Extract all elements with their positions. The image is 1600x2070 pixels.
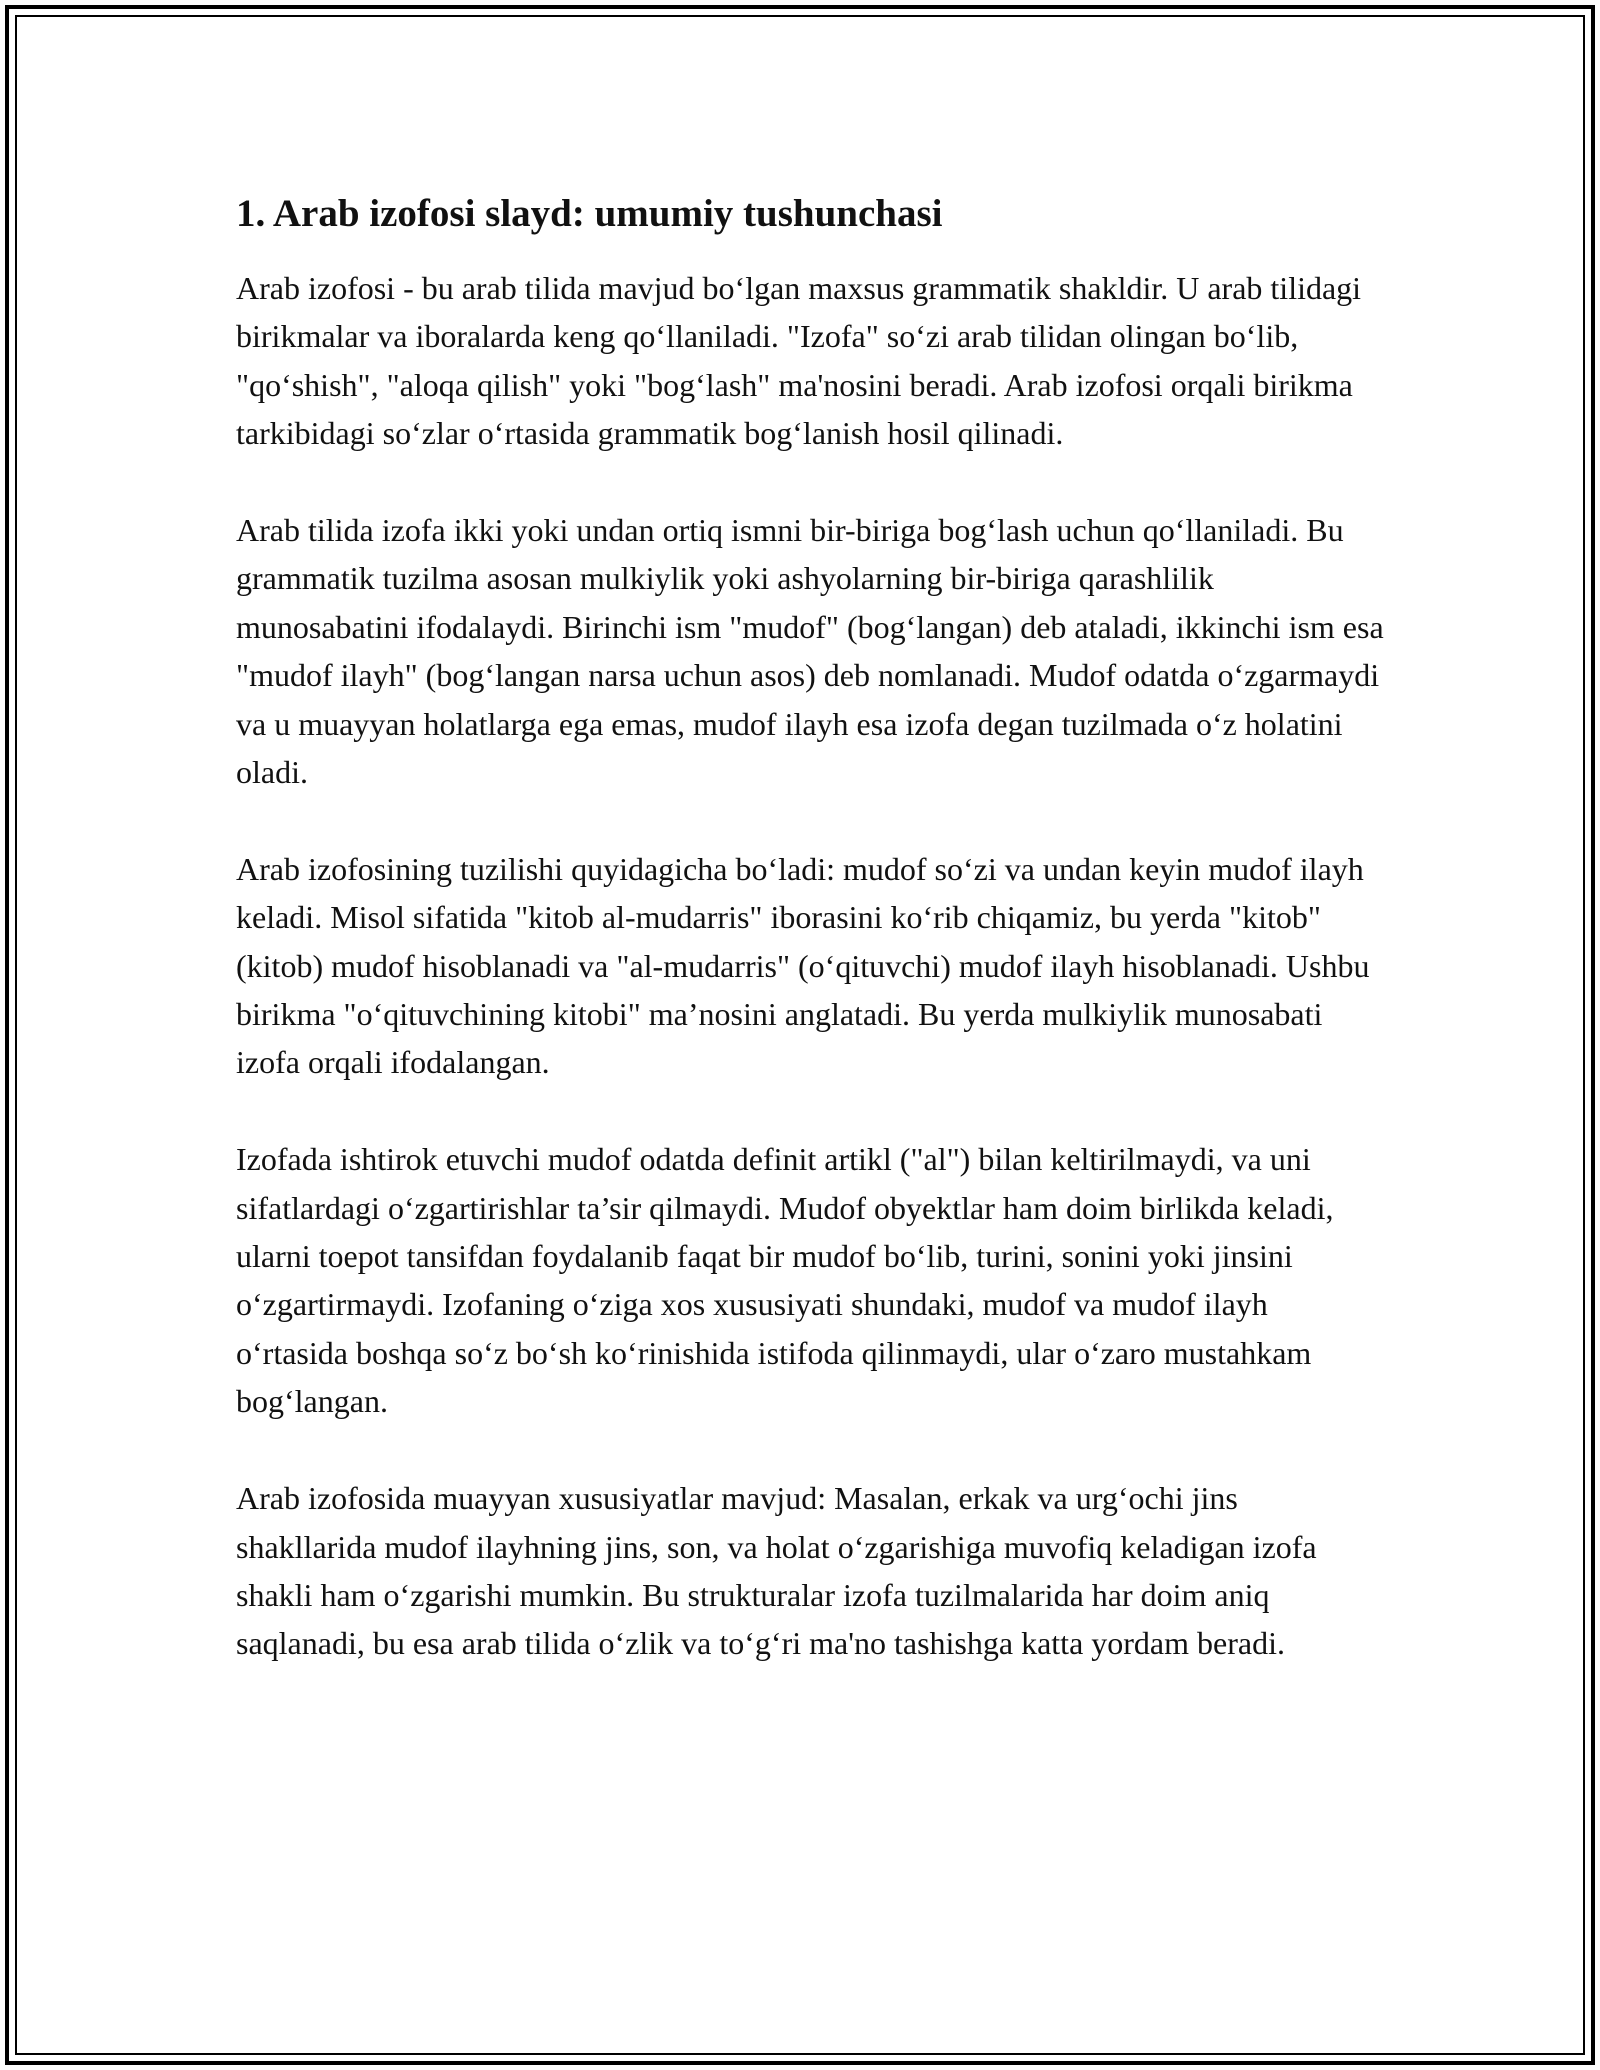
section-heading: 1. Arab izofosi slayd: umumiy tushunchasi <box>236 192 943 235</box>
paragraph-usage: Arab tilida izofa ikki yoki undan ortiq ismni bir-biriga bog‘lash uchun qo‘llaniladi. Bu grammatik tuzilma asosan mulkiylik yoki ashyolarning bir-biriga qarashlilik munosabatini ifodalaydi. Birinchi ism "mudof" (bog‘langan) deb ataladi, ikkinchi ism esa "mudof ilayh" (bog‘langan narsa uchun asos) deb nomlanadi. Mudof odatda o‘zgarmaydi va u muayyan holatlarga ega emas, mudof ilayh esa izofa degan tuzilmada o‘z holatini oladi. <box>236 512 1384 791</box>
paragraph-mudof-rules: Izofada ishtirok etuvchi mudof odatda definit artikl ("al") bilan keltirilmaydi, va uni sifatlardagi o‘zgartirishlar ta’sir qilmaydi. Mudof obyektlar ham doim birlikda keladi, ularni toepot tansifdan foydalanib faqat bir mudof bo‘lib, turini, sonini yoki jinsini o‘zgartirmaydi. Izofaning o‘ziga xos xususiyati shundaki, mudof va mudof ilayh o‘rtasida boshqa so‘z bo‘sh ko‘rinishida istifoda qilinmaydi, ular o‘zaro mustahkam bog‘langan. <box>236 1141 1334 1420</box>
paragraph-features: Arab izofosida muayyan xususiyatlar mavjud: Masalan, erkak va urg‘ochi jins shakllarida mudof ilayhning jins, son, va holat o‘zgarishiga muvofiq keladigan izofa shakli ham o‘zgarishi mumkin. Bu strukturalar izofa tuzilmalarida har doim aniq saqlanadi, bu esa arab tilida o‘zlik va to‘g‘ri ma'no tashishga katta yordam beradi. <box>236 1480 1317 1662</box>
paragraph-structure: Arab izofosining tuzilishi quyidagicha bo‘ladi: mudof so‘zi va undan keyin mudof ilayh keladi. Misol sifatida "kitob al-mudarris" iborasini ko‘rib chiqamiz, bu yerda "kitob" (kitob) mudof hisoblanadi va "al-mudarris" (o‘qituvchi) mudof ilayh hisoblanadi. Ushbu birikma "o‘qituvchining kitobi" ma’nosini anglatadi. Bu yerda mulkiylik munosabati izofa orqali ifodalangan. <box>236 850 1370 1081</box>
paragraph-definition: Arab izofosi - bu arab tilida mavjud bo‘lgan maxsus grammatik shakldir. U arab tilidagi birikmalar va iboralarda keng qo‘llaniladi. "Izofa" so‘zi arab tilidan olingan bo‘lib, "qo‘shish", "aloqa qilish" yoki "bog‘lash" ma'nosini beradi. Arab izofosi orqali birikma tarkibidagi so‘zlar o‘rtasida grammatik bog‘lanish hosil qilinadi. <box>236 270 1362 452</box>
document-body <box>236 190 1386 1668</box>
